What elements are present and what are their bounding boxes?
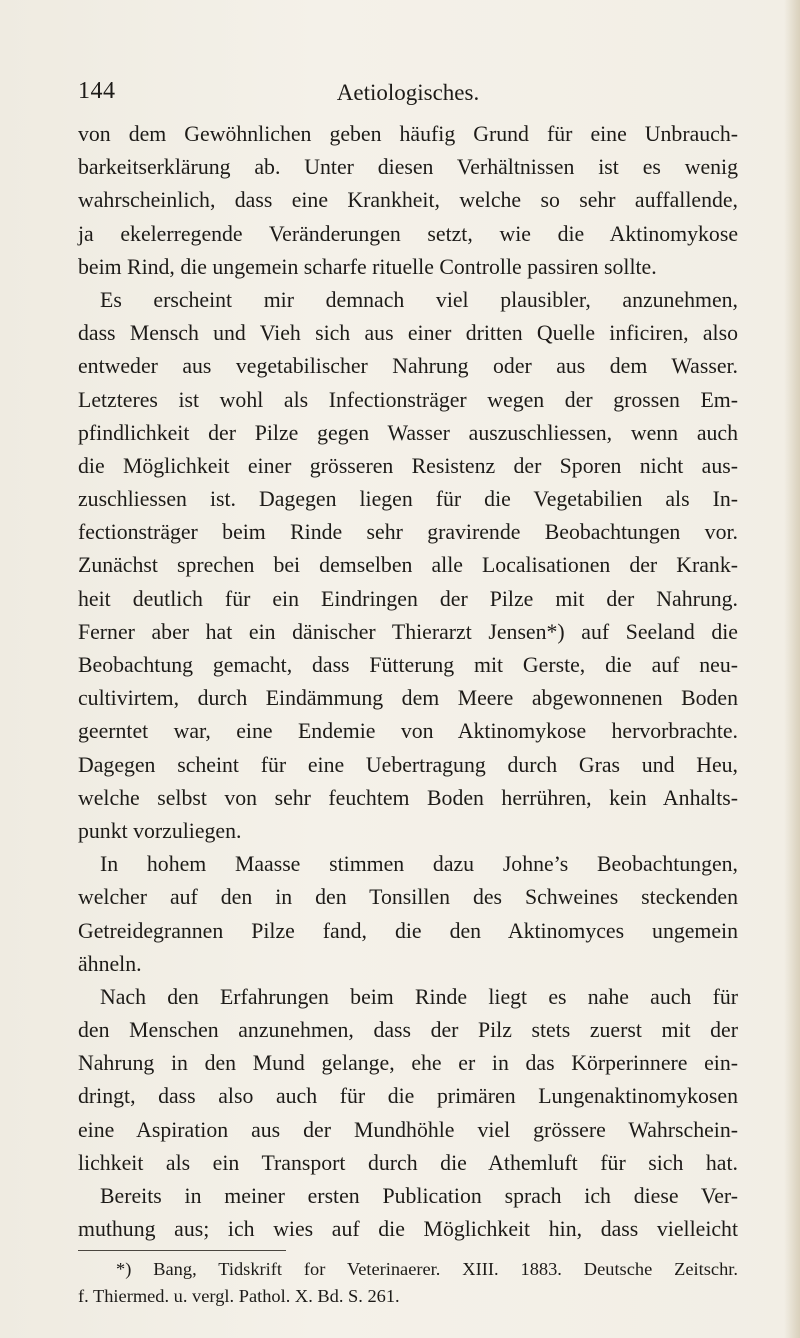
text-line: dass Mensch und Vieh sich aus einer dritten Quelle inficiren, also	[78, 321, 738, 346]
text-line: Zunächst sprechen bei demselben alle Localisationen der Krank-	[78, 553, 738, 578]
footnote-line: *) Bang, Tidskrift for Veterinaerer. XIII. 1883. Deutsche Zeitschr.	[116, 1259, 738, 1279]
text-line: beim Rind, die ungemein scharfe rituelle Controlle passiren sollte.	[78, 254, 657, 279]
text-line: zuschliessen ist. Dagegen liegen für die Vegetabilien als In-	[78, 487, 738, 512]
text-line: Getreidegrannen Pilze fand, die den Aktinomyces ungemein	[78, 918, 738, 943]
text-line: Ferner aber hat ein dänischer Thierarzt Jensen*) auf Seeland die	[78, 619, 738, 644]
text-line: welcher auf den in den Tonsillen des Schweines steckenden	[78, 885, 738, 910]
text-line: die Möglichkeit einer grösseren Resistenz der Sporen nicht aus-	[78, 453, 738, 478]
text-line: barkeitserklärung ab. Unter diesen Verhältnissen ist es wenig	[78, 155, 738, 180]
text-line: cultivirtem, durch Eindämmung dem Meere abgewonnenen Boden	[78, 686, 738, 711]
text-line: heit deutlich für ein Eindringen der Pilze mit der Nahrung.	[78, 586, 738, 611]
footnote-line: f. Thiermed. u. vergl. Pathol. X. Bd. S. 261.	[78, 1286, 400, 1306]
footnote-divider	[78, 1250, 286, 1251]
text-line: lichkeit als ein Transport durch die Athemluft für sich hat.	[78, 1150, 738, 1175]
text-line: Es erscheint mir demnach viel plausibler, anzunehmen,	[100, 287, 738, 312]
text-line: Letzteres ist wohl als Infectionsträger wegen der grossen Em-	[78, 387, 738, 412]
text-line: geerntet war, eine Endemie von Aktinomykose hervorbrachte.	[78, 719, 738, 744]
text-line: ähneln.	[78, 951, 142, 976]
text-line: von dem Gewöhnlichen geben häufig Grund für eine Unbrauch-	[78, 122, 738, 146]
text-line: welche selbst von sehr feuchtem Boden herrühren, kein Anhalts-	[78, 785, 738, 810]
text-line: Dagegen scheint für eine Uebertragung durch Gras und Heu,	[78, 752, 738, 777]
footnotes	[78, 1256, 738, 1310]
text-line: Nach den Erfahrungen beim Rinde liegt es nahe auch für	[100, 984, 738, 1009]
text-line: fectionsträger beim Rinde sehr gravirende Beobachtungen vor.	[78, 520, 738, 545]
page-header	[78, 78, 738, 112]
text-line: Bereits in meiner ersten Publication sprach ich diese Ver-	[100, 1184, 738, 1208]
text-line: Nahrung in den Mund gelange, ehe er in das Körperinnere ein-	[78, 1051, 738, 1076]
text-line: dringt, dass also auch für die primären Lungenaktinomykosen	[78, 1084, 738, 1109]
text-line: muthung aus; ich wies auf die Möglichkeit hin, dass vielleicht	[78, 1217, 738, 1242]
running-title: Aetiologisches.	[336, 80, 480, 105]
text-line: Beobachtung gemacht, dass Fütterung mit Gerste, die auf neu-	[78, 653, 738, 677]
body-text	[78, 118, 738, 1246]
page-number: 144	[78, 78, 116, 104]
text-line: wahrscheinlich, dass eine Krankheit, welche so sehr auffallende,	[78, 188, 738, 213]
text-line: den Menschen anzunehmen, dass der Pilz stets zuerst mit der	[78, 1018, 738, 1043]
text-line: punkt vorzuliegen.	[78, 818, 242, 843]
text-line: pfindlichkeit der Pilze gegen Wasser auszuschliessen, wenn auch	[78, 420, 738, 445]
text-line: eine Aspiration aus der Mundhöhle viel grössere Wahrschein-	[78, 1117, 738, 1142]
text-line: ja ekelerregende Veränderungen setzt, wie die Aktinomykose	[78, 221, 738, 246]
text-line: entweder aus vegetabilischer Nahrung oder aus dem Wasser.	[78, 354, 738, 379]
page-edge-shadow	[784, 0, 800, 1338]
text-line: In hohem Maasse stimmen dazu Johne’s Beobachtungen,	[100, 852, 738, 877]
